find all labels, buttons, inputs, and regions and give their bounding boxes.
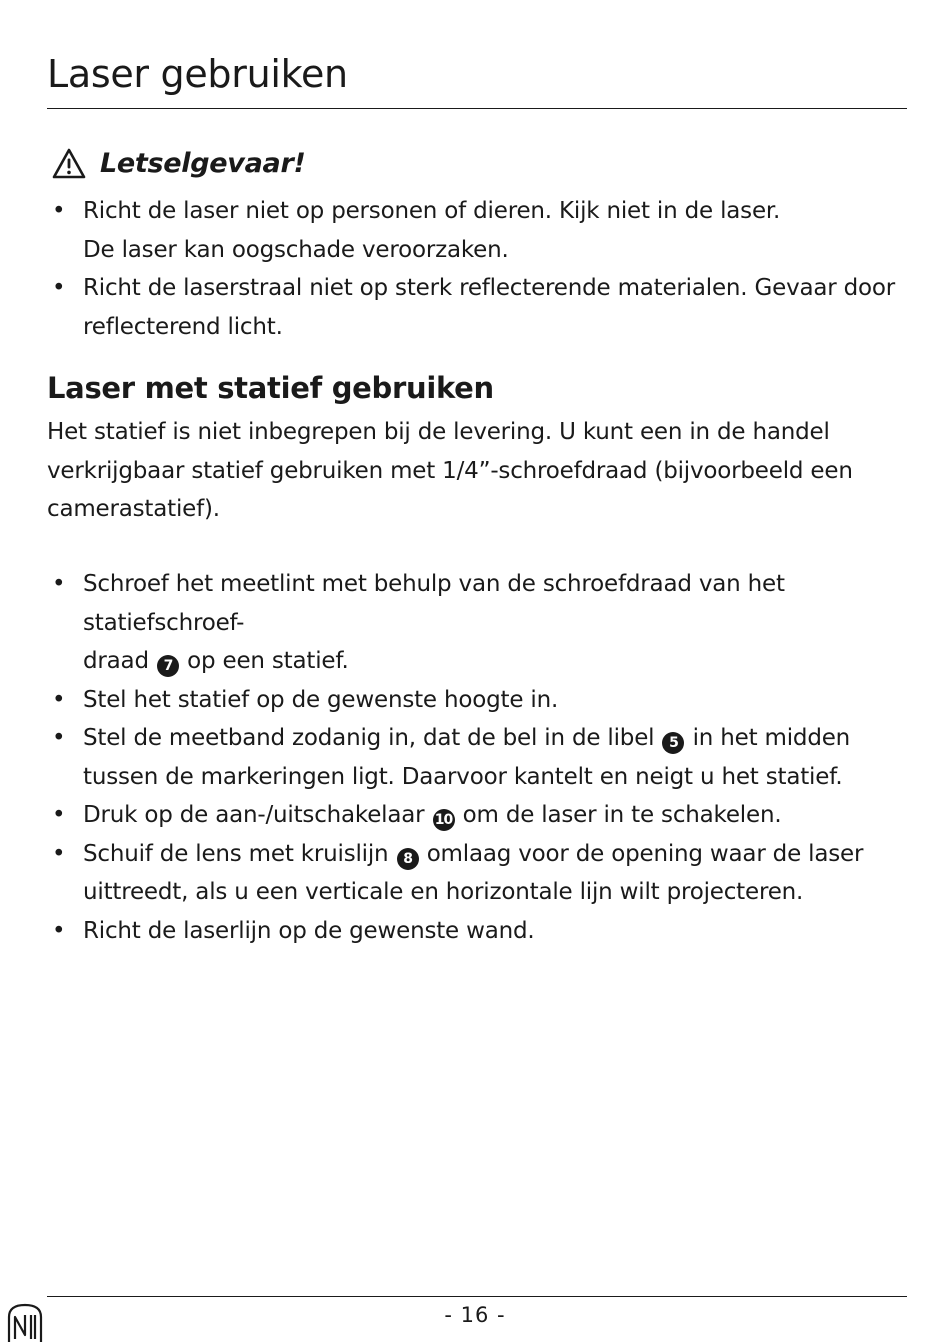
list-item-text: in het midden tussen de markeringen ligt. Daarvoor kantelt en neigt u het statief. [83,725,851,790]
list-item [47,192,913,269]
title-divider [47,108,907,109]
list-item [47,565,913,681]
list-item-text: op een statief. [187,648,349,674]
list-item [47,912,913,951]
section-heading: Laser met statief gebruiken [47,371,494,405]
list-item-text: Richt de laserstraal niet op sterk reflecterende materialen. Gevaar door reflecterend licht. [83,275,896,340]
reference-number-badge: 8 [397,848,419,870]
page-number: - 16 - [444,1303,506,1327]
list-item [47,681,913,720]
list-item [47,835,913,912]
reference-number-badge: 10 [433,809,455,831]
intro-paragraph: Het statief is niet inbegrepen bij de levering. U kunt een in de handel verkrijgbaar statief gebruiken met 1/4”-schroefdraad (bijvoorbeeld een camerastatief). [47,419,853,522]
warning-title: Letselgevaar! [100,148,306,179]
reference-number-badge: 7 [157,655,179,677]
list-item-text: Richt de laser niet op personen of dieren. Kijk niet in de laser. [83,198,781,224]
list-item-text: Richt de laserlijn op de gewenste wand. [83,917,535,944]
list-item-text: omlaag voor de opening waar de laser uittreedt, als u een verticale en horizontale lijn wilt projecteren. [83,840,864,905]
footer-divider [47,1296,907,1297]
steps-list [47,565,913,950]
list-item-text: De laser kan oogschade veroorzaken. [83,236,509,263]
list-item [47,269,913,346]
list-item-text: Stel het statief op de gewenste hoogte in. [83,686,559,713]
list-item-text: Druk op de aan-/uitschakelaar [83,802,425,828]
warning-triangle-icon [52,148,86,179]
list-item-text: Schuif de lens met kruislijn [83,840,389,867]
list-item-text: Stel de meetband zodanig in, dat de bel in de libel [83,725,655,751]
list-item-text: om de laser in te schakelen. [462,802,782,828]
list-item-text: draad [83,648,149,674]
list-item [47,796,913,835]
warning-heading [52,148,305,179]
page-title: Laser gebruiken [47,52,348,96]
warning-list [47,192,913,346]
list-item-text: Schroef het meetlint met behulp van de schroefdraad van het statiefschroef- [83,571,785,636]
reference-number-badge: 5 [662,732,684,754]
list-item [47,719,913,796]
